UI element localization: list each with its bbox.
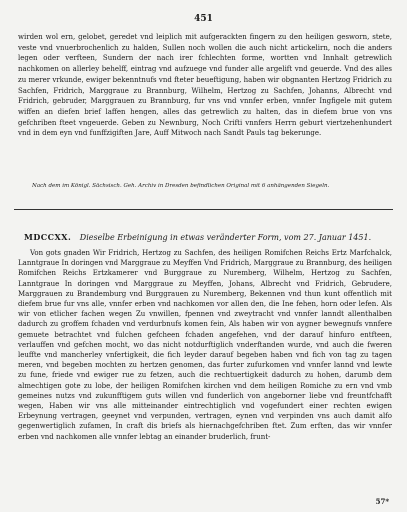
document-title: Dieselbe Erbeinigung in etwas veränderter Form, vom 27. Januar 1451.	[79, 233, 372, 242]
printer-signature: 57*	[375, 497, 389, 506]
page-number: 451	[194, 14, 213, 24]
source-note: Nach dem im Königl. Sächsisch. Geh. Archiv in Dresden befindlichen Original mit 6 anhängenden Siegeln.	[32, 183, 330, 189]
document-number: MDCCXX.	[24, 232, 72, 242]
document-heading	[24, 232, 392, 243]
paragraph-continuation: wirden wol ern, gelobet, geredet vnd leiplich mit aufgerackten fingern zu den heiligen gesworn, stete, veste vnd vnuerbrochenlich zu halden, Sullen noch wollen die auch nicht artickelirn, noch die anders legen oder verfteen, Sundern der nach irer fchlechten forme, wortten vnd Innhalt getrewlich nachkomen on allerley behelff, eintrag vnd aufzuege vnd funder alle argelift vnd geuerde. Vnd des alles zu merer vrkunde, ewiger bekenntnufs vnd fteter beueftigung, haben wir obgnanten Hertzog Fridrich zu Sachfen, Fridrich, Marggraue zu Brannburg, Wilhelm, Hertzog zu Sachfen, Johanns, Albrecht vnd Fridrich, gebruder, Marggrauen zu Brannburg, fur vns vnd vnnfer erben, vnnfer Ingfigele mit gutem wiffen an diefen brief laffen hengen, alles das getrewlich zu halten, das in diefem brue von vns gefchriben fteet vngeuerde. Geben zu Newnburg, Noch Crifti vnnfers Herrn geburt viertzehenhundert vnd in dem eyn vnd funffzigiften Jare, Auff Mitwoch nach Sandt Pauls tag bekerunge.	[18, 33, 392, 138]
paragraph-main: Von gots gnaden Wir Fridrich, Hertzog zu Sachfen, des heiligen Romifchen Reichs Ertz Marfchalck, Lanntgraue In doringen vnd Marggraue zu Meyffen Vnd Fridrich, Marggraue zu Brannburg, des heiligen Romifchen Reichs Ertzkamerer vnd Burggraue zu Nuremberg, Wilhelm, Hertzog zu Sachfen, Lanntgraue In doringen vnd Marggraue zu Meyffen, Johans, Albrecht vnd Fridrich, Gebrudere, Marggrauen zu Brandemburg vnd Burggrauen zu Nuremberg, Bekennen vnd thun kunt offentlich mit diefem brue fur vns alle, vnnfer erben vnd nachkomen vor allen den, die Ine fehen, horn oder lefen. Als wir von etlicher fachen wegen Zu vnwillen, fpennen vnd zweytracht vnd vnnfer lanndt allenthalben dadurch zu groffem fchaden vnd verdurbnufs komen fein, Als haben wir von aygner bewegnufs vnnfere gemuete betrachtet vnd fulchen gefcheen fchaden angefehen, vnd der darauf hinfuro entfteen, verlauffen vnd gefchen mocht, wo das nicht notdurftiglich vnderftanden wurde, vnd auch die fweren leuffte vnd mancherley vnfertigkeit, die fich leyder darauf begeben haben vnd fich von tag zu tagen meren, vnd begeben mochten zu hertzen genomen, das furter zufurkomen vnd vnnfer lannd vnd lewte zu fune, friede vnd ewiger rue zu fetzen, auch die rechtuertigkeit dadurch zu hohen, darumb dem almechtigen gote zu lobe, der heiligen Romifchen kirchen vnd dem heiligen Romiche zu ern vnd vmb gemeines nutzs vnd zukunfftigem guts willen vnd funderlich von angeborner liebe vnd freuntfchafft wegen, Haben wir vns alle mitteinander eintrechtiglich vnd vogefundert einer rechten ewigen Erbeynung vertragen, geeynet vnd verpunden, vertragen, eynen vnd verpinden vns auch damit alfo gegenwertiglich zufamen, In craft dis briefs als hiernachgefchriben ftet. Zum erften, das wir vnnfer erben vnd nachkomen alle vnnfer lebtag an einander bruderlich, frunt-	[18, 249, 392, 441]
section-divider	[14, 209, 393, 210]
